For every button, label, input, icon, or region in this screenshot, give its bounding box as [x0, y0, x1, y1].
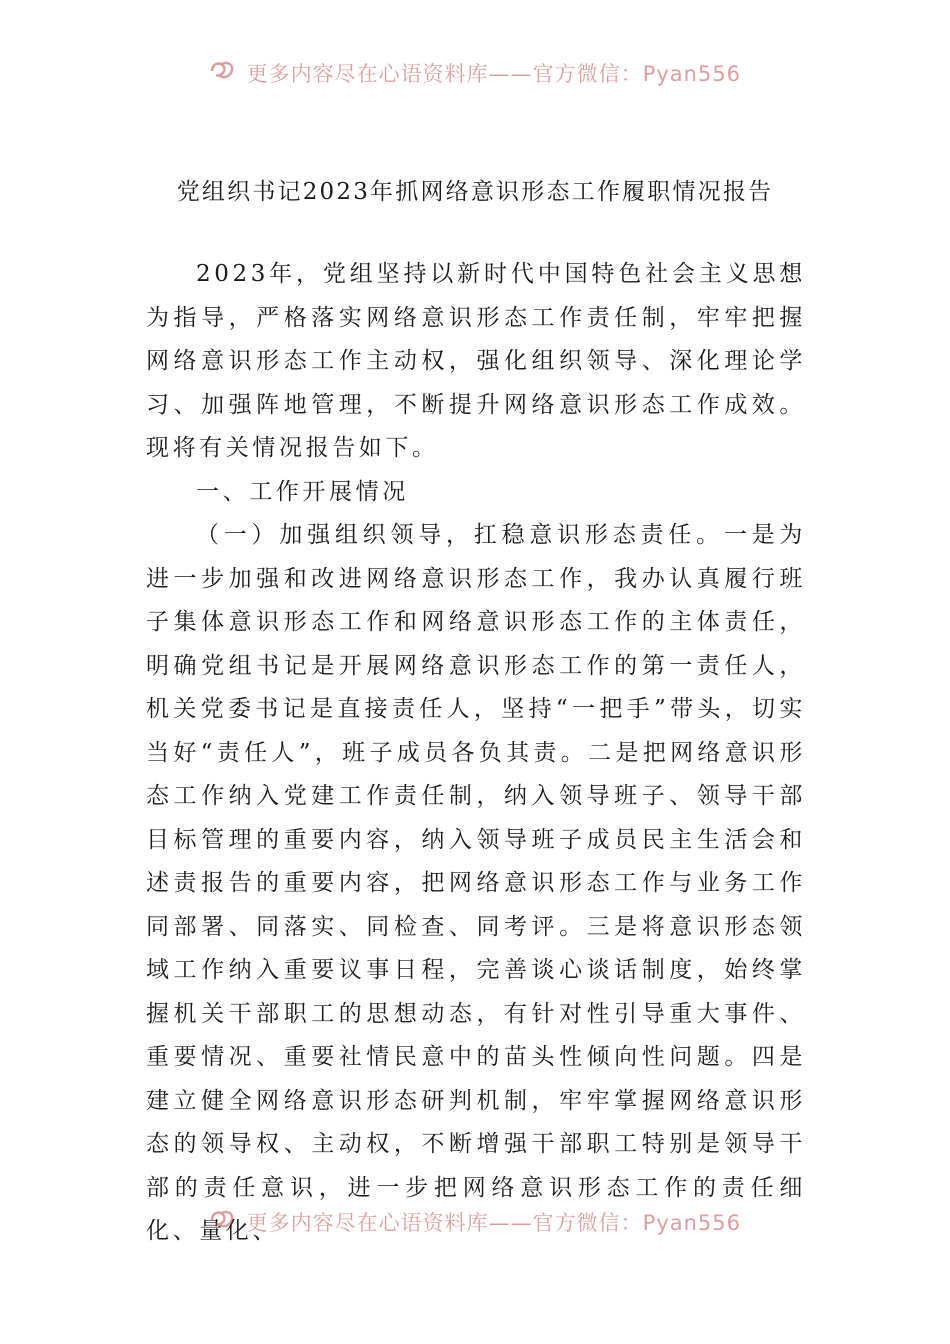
intro-paragraph: 2023年，党组坚持以新时代中国特色社会主义思想为指导，严格落实网络意识形态工作责任制，牢牢把握网络意识形态工作主动权，强化组织领导、深化理论学习、加强阵地管理，不断提升网络意识形态工作成效。现将有关情况报告如下。	[146, 261, 806, 461]
section-heading: 一、工作开展情况	[196, 478, 409, 505]
watermark-header	[0, 58, 950, 88]
body-paragraph: （一）加强组织领导，扛稳意识形态责任。一是为进一步加强和改进网络意识形态工作，我办认真履行班子集体意识形态工作和网络意识形态工作的主体责任，明确党组书记是开展网络意识形态工作的第一责任人，机关党委书记是直接责任人，坚持“一把手”带头，切实当好“责任人”，班子成员各负其责。二是把网络意识形态工作纳入党建工作责任制，纳入领导班子、领导干部目标管理的重要内容，纳入领导班子成员民主生活会和述责报告的重要内容，把网络意识形态工作与业务工作同部署、同落实、同检查、同考评。三是将意识形态领域工作纳入重要议事日程，完善谈心谈话制度，始终掌握机关干部职工的思想动态，有针对性引导重大事件、重要情况、重要社情民意中的苗头性倾向性问题。四是建立健全网络意识形态研判机制，牢牢掌握网络意识形态的领导权、主动权，不断增强干部职工特别是领导干部的责任意识，进一步把网络意识形态工作的责任细化、量化、	[146, 522, 806, 1244]
watermark-text: 更多内容尽在心语资料库——官方微信：Pyan556	[246, 1211, 742, 1235]
watermark-text: 更多内容尽在心语资料库——官方微信：Pyan556	[246, 62, 742, 86]
watermark-logo-icon	[209, 1208, 235, 1237]
watermark-logo-icon	[209, 59, 235, 88]
watermark-footer	[0, 1207, 950, 1237]
document-title: 党组织书记2023年抓网络意识形态工作履职情况报告	[176, 179, 774, 205]
document-body	[146, 253, 806, 1254]
